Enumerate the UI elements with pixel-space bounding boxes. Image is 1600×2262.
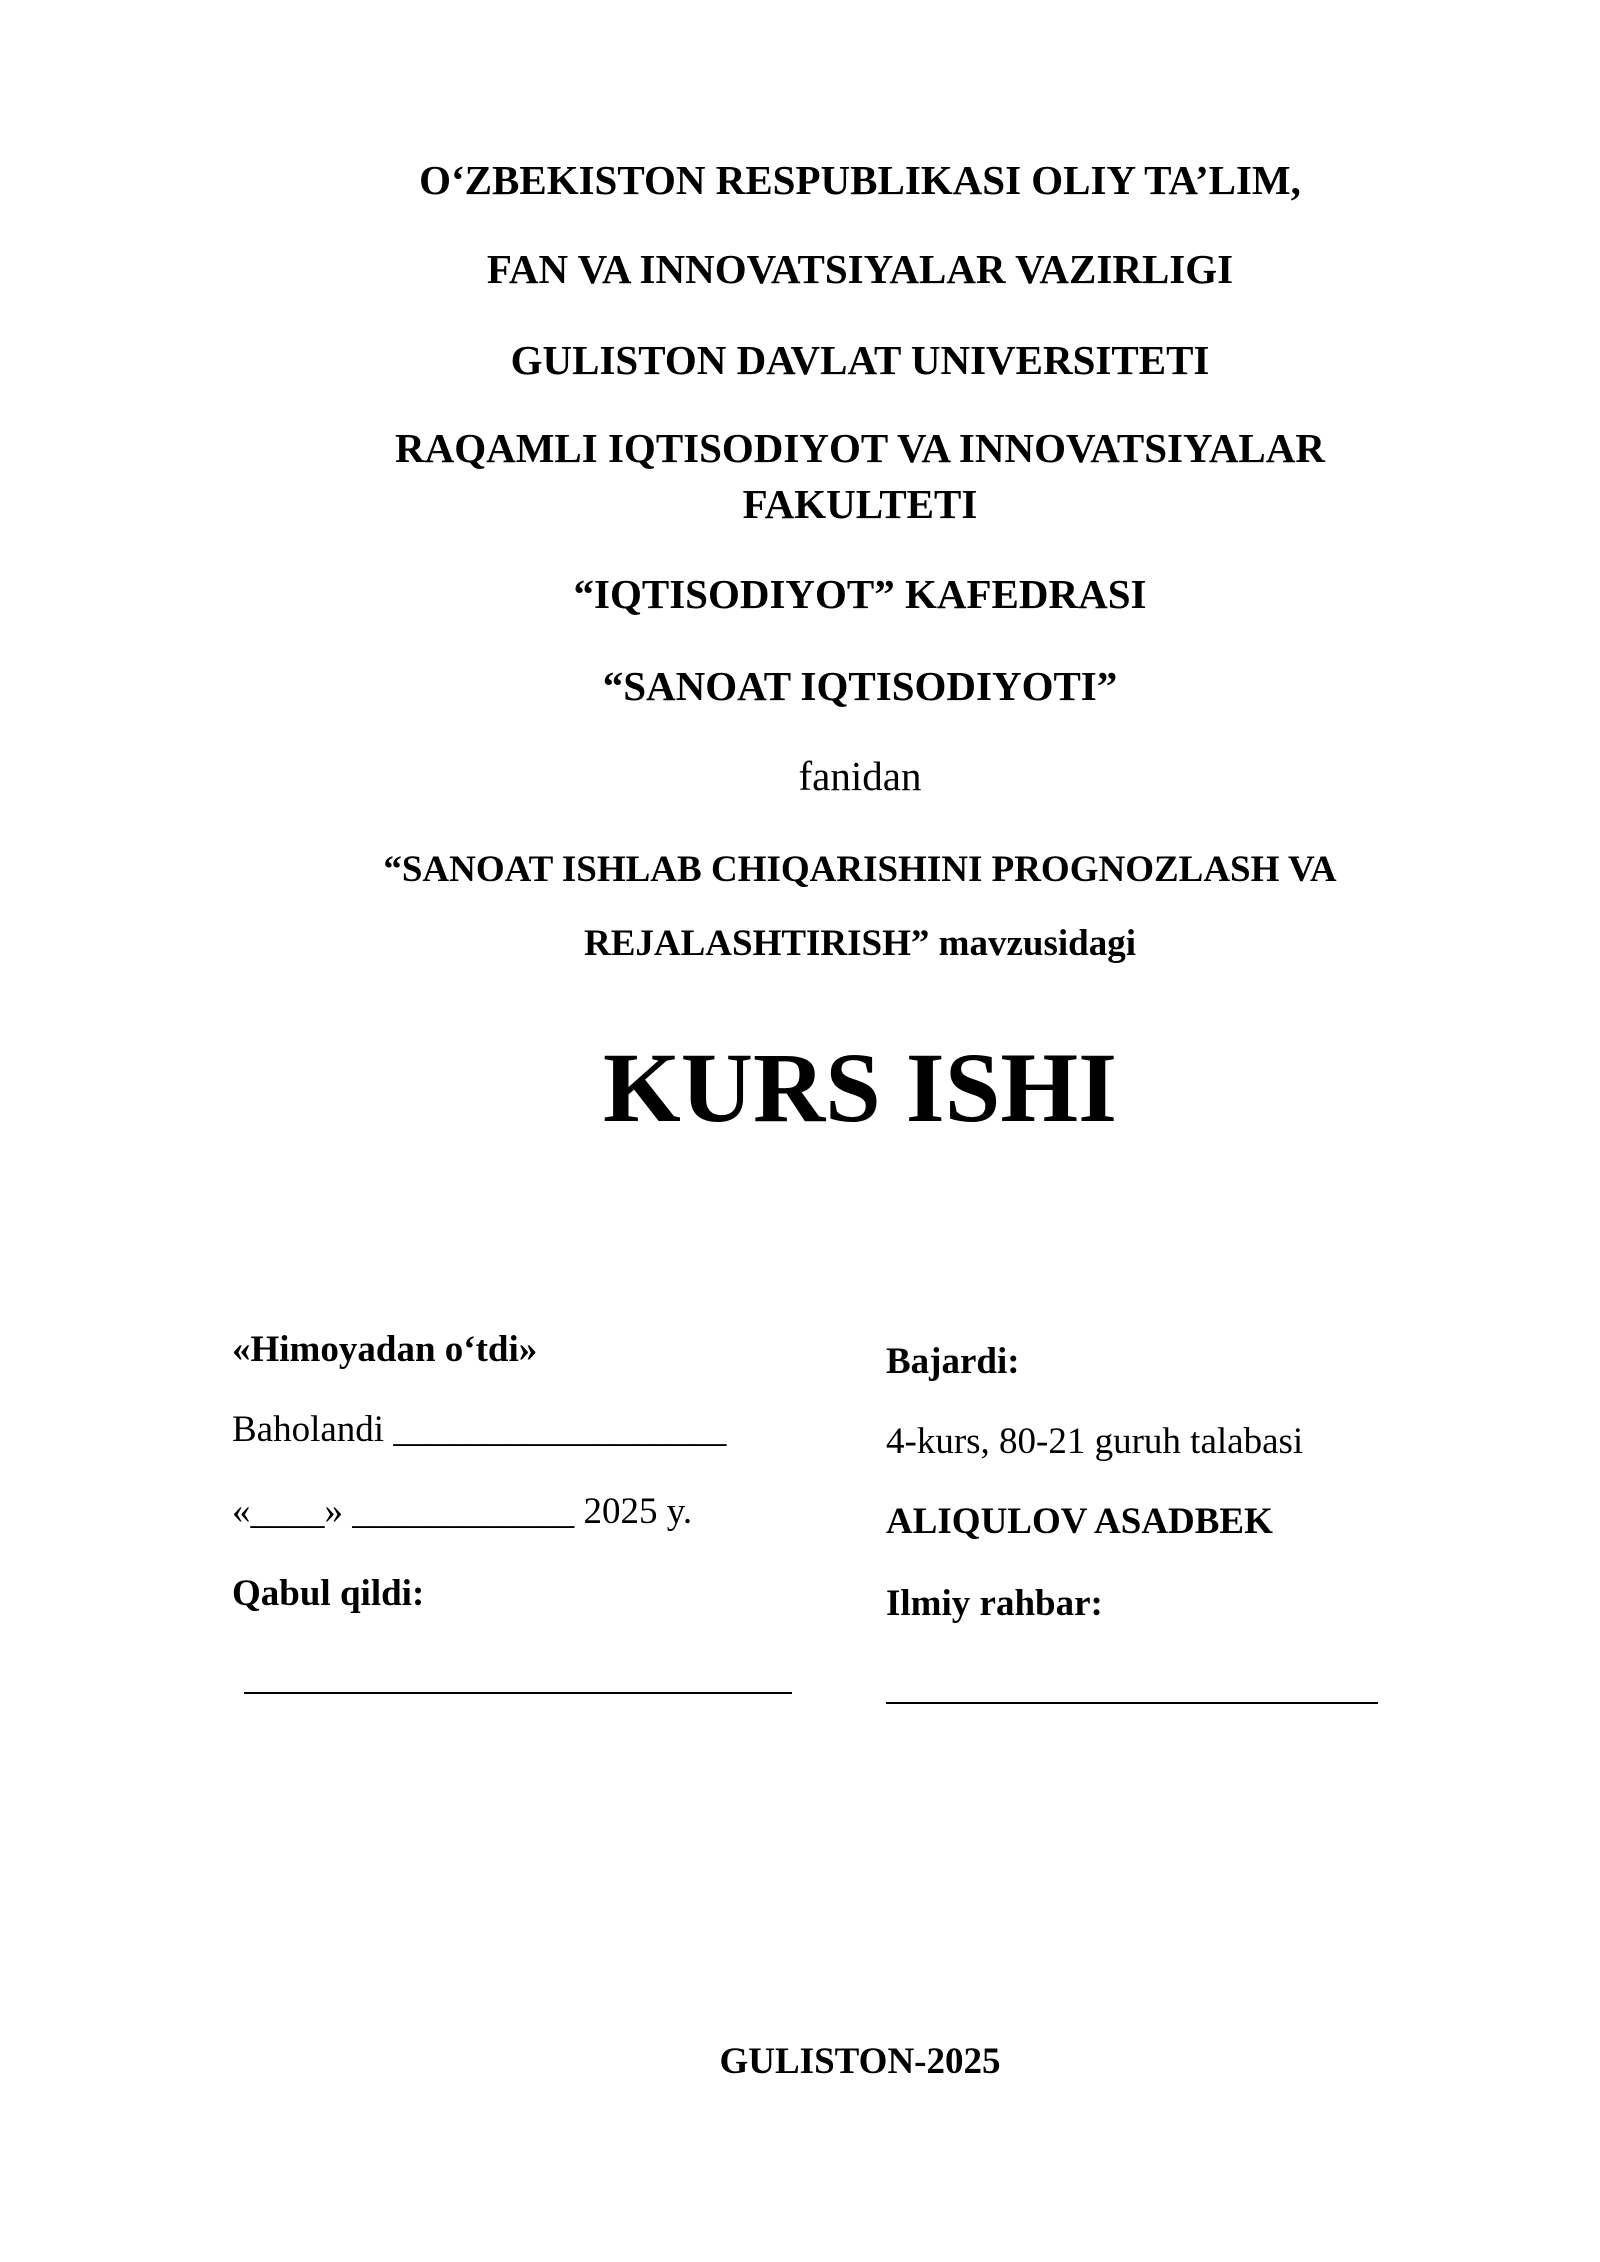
accepted-label: Qabul qildi: [232, 1573, 425, 1614]
university-name: GULISTON DAVLAT UNIVERSITETI [510, 337, 1210, 383]
faculty-name-line-2: FAKULTETI [742, 481, 978, 527]
ministry-line-2: FAN VA INNOVATSIYALAR VAZIRLIGI [486, 246, 1234, 292]
supervisor-signature-line [886, 1702, 1378, 1704]
supervisor-label: Ilmiy rahbar: [886, 1583, 1103, 1624]
topic-line-2: REJALASHTIRISH” mavzusidagi [583, 923, 1137, 964]
student-group: 4-kurs, 80-21 guruh talabasi [886, 1421, 1304, 1462]
subject-label: fanidan [798, 753, 922, 799]
defended-label: «Himoyadan o‘tdi» [232, 1329, 538, 1370]
document-title: KURS ISHI [602, 1032, 1118, 1143]
ministry-line-1: O‘ZBEKISTON RESPUBLIKASI OLIY TA’LIM, [419, 157, 1301, 203]
date-line: «____» ____________ 2025 y. [232, 1491, 693, 1532]
accepted-signature-line [244, 1692, 792, 1694]
faculty-name-line-1: RAQAMLI IQTISODIYOT VA INNOVATSIYALAR [395, 425, 1325, 471]
topic-line-1: “SANOAT ISHLAB CHIQARISHINI PROGNOZLASH VA [383, 849, 1337, 890]
done-by-label: Bajardi: [886, 1341, 1020, 1382]
graded-line: Baholandi __________________ [232, 1409, 727, 1450]
city-year: GULISTON-2025 [719, 2041, 1001, 2082]
subject-name: “SANOAT IQTISODIYOTI” [602, 663, 1118, 709]
department-name: “IQTISODIYOT” KAFEDRASI [573, 571, 1147, 617]
student-name: ALIQULOV ASADBEK [886, 1501, 1273, 1542]
